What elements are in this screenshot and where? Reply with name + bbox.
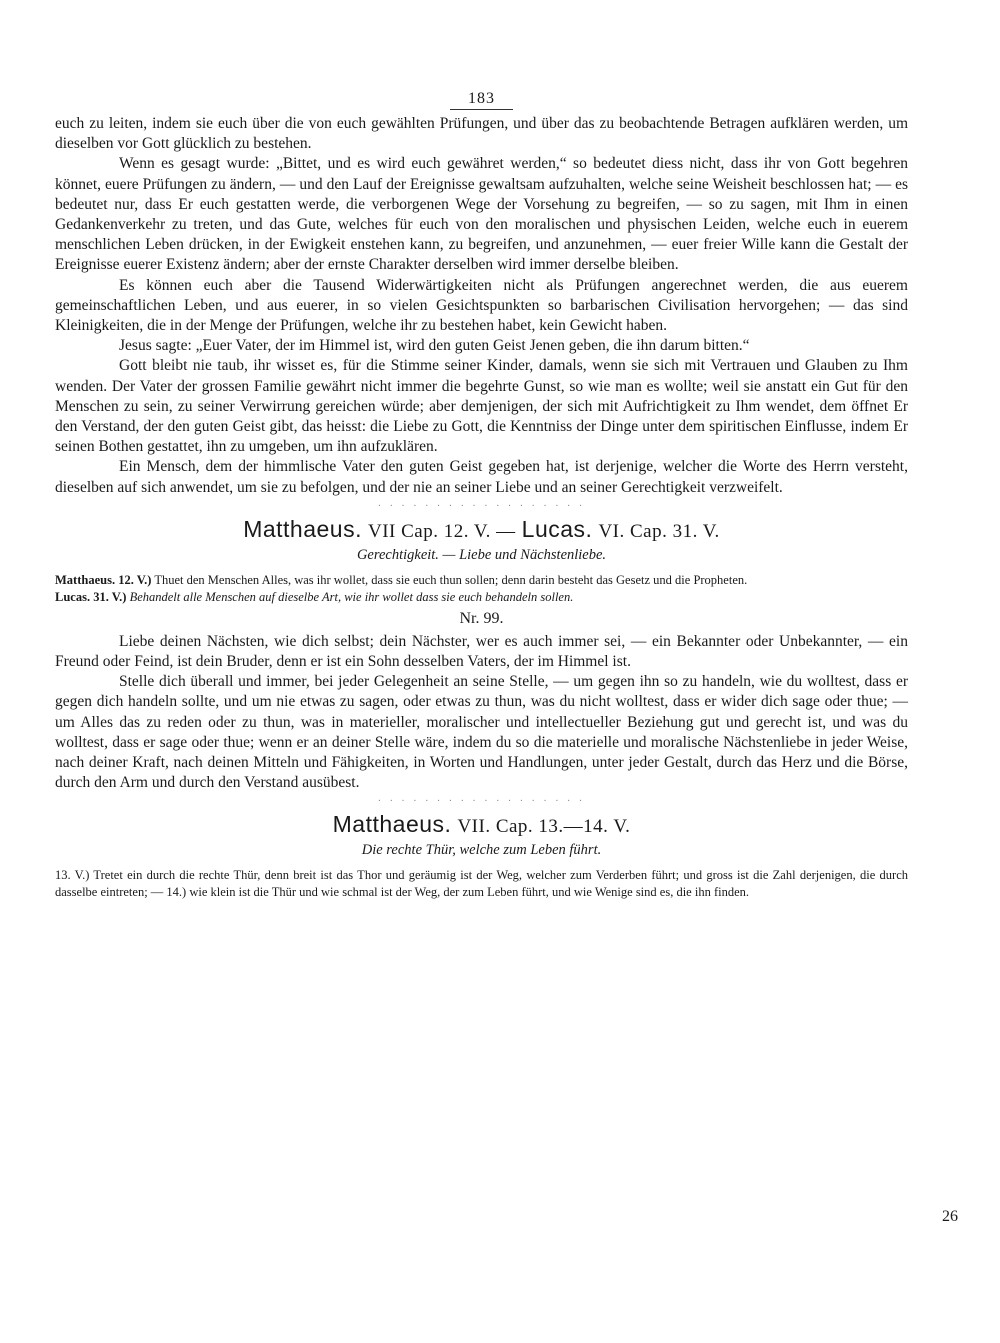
page-number: 183	[55, 90, 908, 110]
section-divider: · · · · · · · · · · · · · · · · · ·	[377, 796, 586, 808]
signature-mark: 26	[942, 1208, 958, 1225]
paragraph: Gott bleibt nie taub, ihr wisset es, für die Stimme seiner Kinder, damals, wenn sie sich mit Vertrauen und Glauben zu Ihm wenden. Der Vater der grossen Familie gewährt nicht immer die begehrte Gunst, so wie man es wollte; weil sie anstatt ein Gut für den Menschen zu sein, zu seiner Verwirrung gereichen würde; aber demjenigen, der sich mit Aufrichtigkeit zu Ihm wendet, dem öffnet Er den Verstand, der den guten Geist gibt, das heisst: die Liebe zu Gott, die Kenntniss der Dinge unter dem spiritischen Einflusse, indem Er seinen Bothen gestattet, ihn zu umgeben, um ihn aufzuklären.	[55, 357, 908, 456]
verse-quote	[55, 589, 908, 606]
paragraph: Liebe deinen Nächsten, wie dich selbst; dein Nächster, wer es auch immer sei, — ein Bekannter oder Unbekannter, — ein Freund oder Feind, ist dein Bruder, denn er ist ein Sohn desselben Vaters, der im Himmel ist.	[55, 632, 908, 671]
section-heading	[55, 811, 908, 838]
book-page	[55, 90, 908, 901]
chapter-reference: VII. Cap. 13.—14. V.	[457, 816, 631, 838]
paragraph: Stelle dich überall und immer, bei jeder Gelegenheit an seine Stelle, — um gegen ihn so zu handeln, wie du wolltest, dass er gegen dich handeln sollte, und um nie etwas zu sagen, oder etwas zu thun, was du nicht wolltest, dass er wider dich sage oder thue; — um Alles das zu reden oder zu thun, was in materieller, moralischer und intellectueller Beziehung gut und gerecht ist, und was du wolltest, dass er sage oder thue; wenn er an deiner Stelle wäre, indem du so die materielle und moralische Nächstenliebe in jeder Weise, nach deiner Kraft, nach deinen Mitteln und Fähigkeiten, in Worten und Handlungen, unter jeder Gestalt, durch das Herz und die Börse, durch den Arm und durch den Verstand ausübest.	[55, 673, 908, 792]
section-divider: · · · · · · · · · · · · · · · · · ·	[377, 500, 586, 512]
verse-quote: 13. V.) Tretet ein durch die rechte Thür, denn breit ist das Thor und geräumig ist der Weg, welcher zum Verderben führt; und gross ist die Zahl derjenigen, die durch dasselbe eintreten; — 14.) wie klein ist die Thür und wie schmal ist der Weg, der zum Leben führt, und wie Wenige sind es, die ihn finden.	[55, 868, 908, 900]
paragraph: Es können euch aber die Tausend Widerwärtigkeiten nicht als Prüfungen angerechnet werden, die aus euerem gemeinschaftlichen Leben, und aus euerer, in so vielen Gesichtspunkten so barbarischen Civilisation hervorgehen; — das sind Kleinigkeiten, die in der Menge der Prüfungen, welche ihr zu bestehen habet, kein Gewicht haben.	[55, 276, 908, 335]
paragraph: euch zu leiten, indem sie euch über die von euch gewählten Prüfungen, und über das zu beobachtende Betragen aufklären werden, um dieselben vor Gott glücklich zu bestehen.	[55, 115, 908, 153]
verse-text: Thuet den Menschen Alles, was ihr wollet, dass sie euch thun sollen; denn darin besteht das Gesetz und die Propheten.	[154, 572, 748, 587]
gospel-name: Lucas.	[521, 515, 593, 542]
gospel-name: Matthaeus.	[332, 811, 452, 838]
paragraph: Ein Mensch, dem der himmlische Vater den guten Geist gegeben hat, ist derjenige, welcher die Worte des Herrn versteht, dieselben auf sich anwendet, um sie zu befolgen, und der nie an seiner Liebe und an seiner Gerechtigkeit verzweifelt.	[55, 458, 908, 496]
verse-label: Lucas. 31. V.)	[55, 589, 127, 604]
chapter-reference: VI. Cap. 31. V.	[598, 520, 720, 542]
section-subtitle: Gerechtigkeit. — Liebe und Nächstenliebe.	[356, 546, 607, 563]
paragraph: Wenn es gesagt wurde: „Bittet, und es wird euch gewähret werden,“ so bedeutet diess nicht, dass ihr von Gott begehren könnet, euere Prüfungen zu ändern, — und den Lauf der Ereignisse gewaltsam aufzuhalten, welche seine Weisheit beschlossen hat; — es bedeutet nur, dass Er euch gestatten werde, die verborgenen Wege der Vorsehung zu begreifen, — so zu sagen, mit Ihm in einen Gedankenverkehr zu treten, und das Gute, welches für euch von den moralischen und physischen Leiden, welche euch in euerem menschlichen Leben drücken, in der Ewigkeit enstehen kann, zu begreifen, und anzunehmen, — euer freier Wille kann die Gestalt der Ereignisse euerer Existenz ändern; aber der ernste Charakter derselben wird immer derselbe bleiben.	[55, 155, 908, 274]
verse-label: Matthaeus. 12. V.)	[55, 572, 152, 587]
section-heading	[55, 516, 908, 543]
verse-quote	[55, 572, 908, 589]
chapter-reference: VII Cap. 12. V. —	[368, 520, 516, 542]
entry-number: Nr. 99.	[459, 609, 504, 627]
gospel-name: Matthaeus.	[243, 515, 362, 542]
paragraph: Jesus sagte: „Euer Vater, der im Himmel ist, wird den guten Geist Jenen geben, die ihn darum bitten.“	[119, 337, 750, 355]
verse-text: Behandelt alle Menschen auf dieselbe Art, wie ihr wollet dass sie euch behandeln sollen.	[129, 589, 574, 604]
section-subtitle: Die rechte Thür, welche zum Leben führt.	[361, 842, 602, 859]
